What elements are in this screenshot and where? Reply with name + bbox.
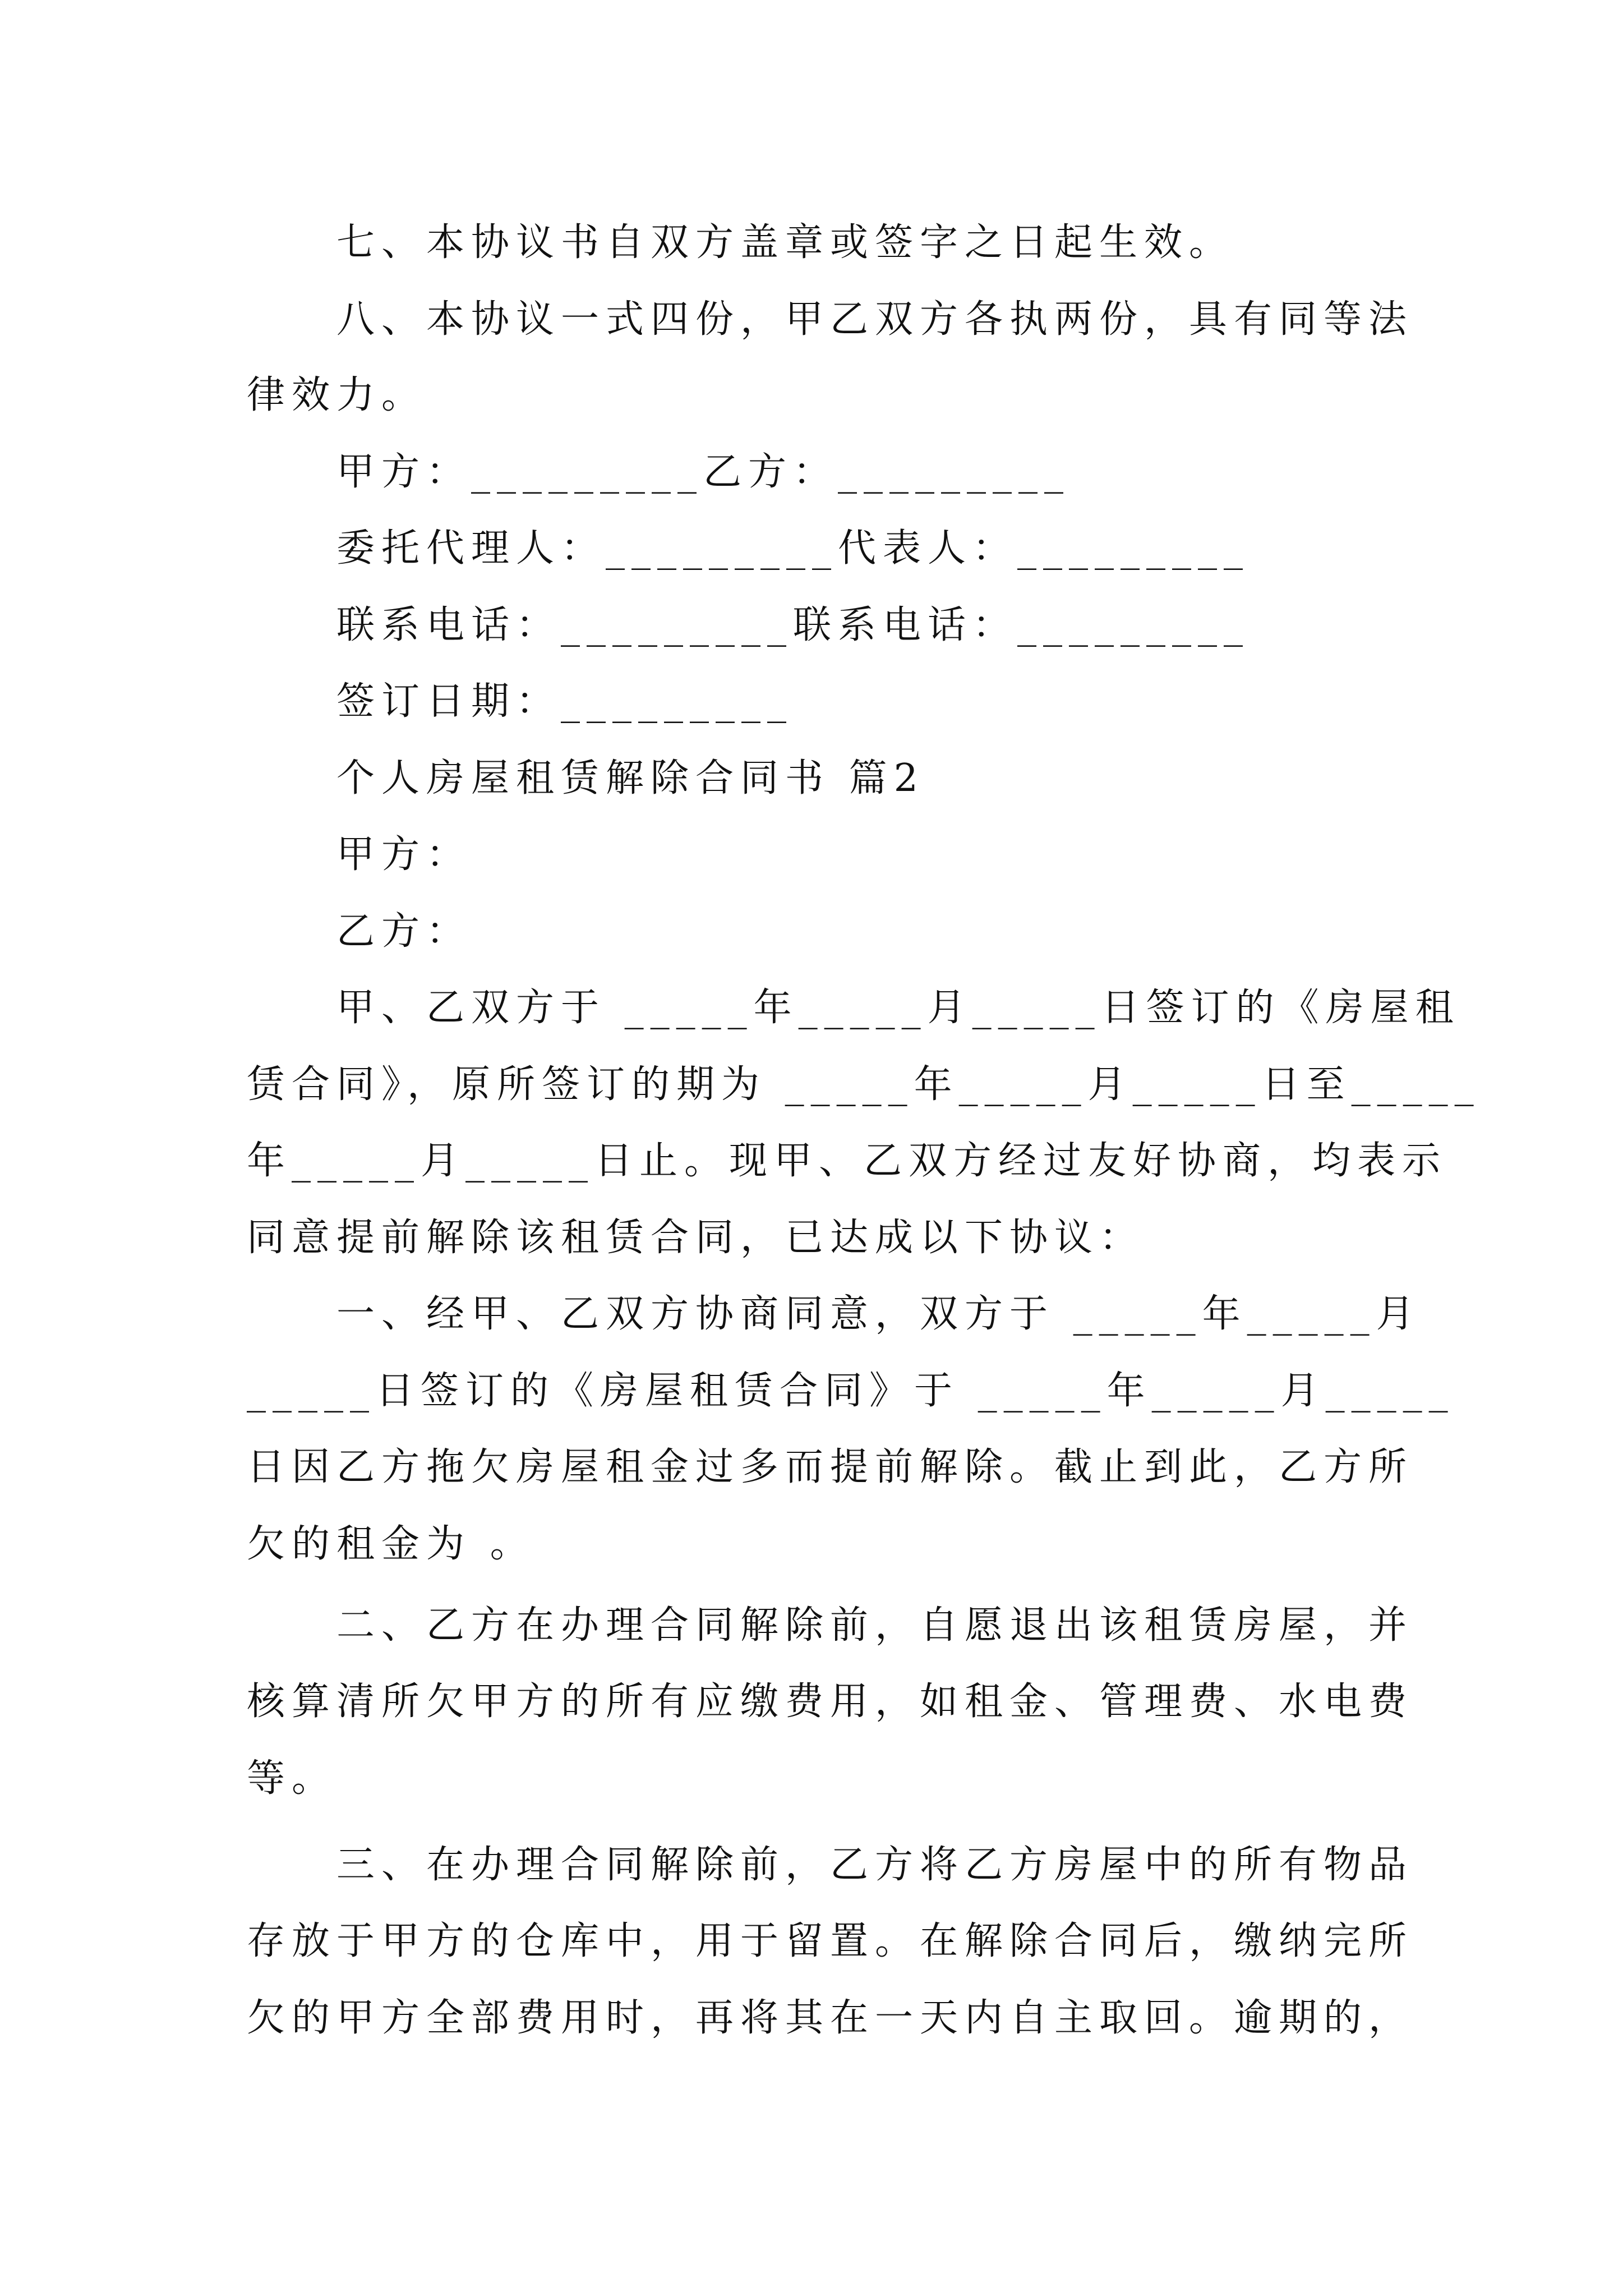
party-b-label: 乙方： [336, 909, 472, 954]
signature-date: 签订日期：_________ [336, 679, 794, 724]
clause-1-line-4: 欠的租金为 。 [247, 1522, 535, 1566]
clause-3-line-3: 欠的甲方全部费用时，再将其在一天内自主取回。逾期的， [247, 1996, 1414, 2040]
preamble-line-2: 赁合同》，原所签订的期为 _____年_____月_____日至_____ [247, 1062, 1481, 1107]
clause-1-line-2: _____日签订的《房屋租赁合同》于 _____年_____月_____ [247, 1369, 1455, 1413]
signature-agent-representative: 委托代理人：_________代表人：_________ [336, 526, 1250, 570]
clause-1-line-1: 一、经甲、乙双方协商同意，双方于 _____年_____月 [336, 1292, 1421, 1336]
clause-3-line-2: 存放于甲方的仓库中，用于留置。在解除合同后，缴纳完所 [247, 1919, 1414, 1963]
clause-2-line-3: 等。 [247, 1756, 337, 1801]
signature-party-a-b: 甲方：_________乙方：_________ [336, 450, 1071, 494]
clause-3-line-1: 三、在办理合同解除前，乙方将乙方房屋中的所有物品 [336, 1843, 1414, 1887]
preamble-line-4: 同意提前解除该租赁合同，已达成以下协议： [247, 1216, 1145, 1260]
clause-2-line-2: 核算清所欠甲方的所有应缴费用，如租金、管理费、水电费 [247, 1680, 1414, 1724]
signature-phone: 联系电话：_________联系电话：_________ [336, 603, 1250, 647]
party-a-label: 甲方： [336, 832, 472, 877]
clause-7: 七、本协议书自双方盖章或签字之日起生效。 [336, 220, 1234, 265]
clause-8-line-2: 律效力。 [247, 373, 427, 417]
preamble-line-3: 年_____月_____日止。现甲、乙双方经过友好协商，均表示 [247, 1139, 1447, 1183]
clause-2-line-1: 二、乙方在办理合同解除前，自愿退出该租赁房屋，并 [336, 1603, 1414, 1648]
preamble-line-1: 甲、乙双方于 _____年_____月_____日签订的《房屋租 [336, 986, 1460, 1030]
clause-1-line-3: 日因乙方拖欠房屋租金过多而提前解除。截止到此，乙方所 [247, 1445, 1414, 1489]
clause-8-line-1: 八、本协议一式四份，甲乙双方各执两份，具有同等法 [336, 297, 1414, 342]
section-title: 个人房屋租赁解除合同书 篇2 [336, 756, 925, 800]
